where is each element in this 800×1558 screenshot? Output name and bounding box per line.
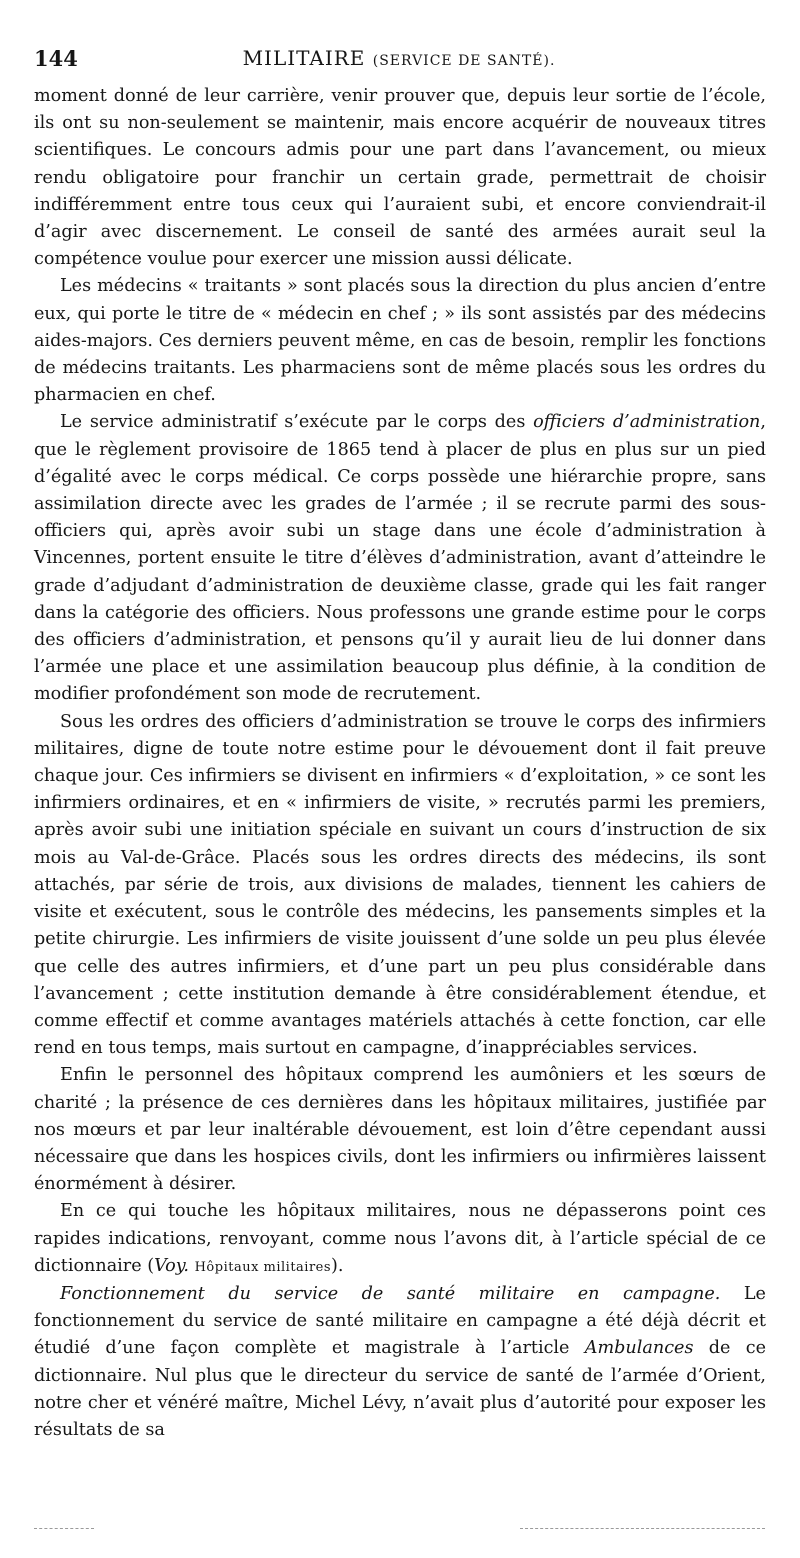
page-body (34, 83, 766, 1444)
footer-mark-left (34, 1528, 94, 1529)
paragraph-7-text-b: de ce dictionnaire. Nul plus que le directeur du service de santé de l’armée d’Orient, notre cher et vénéré maître, Michel Lévy, n’avait plus d’autorité pour exposer les résultats de sa (34, 1338, 766, 1440)
page-header (34, 46, 764, 76)
page-number: 144 (34, 46, 78, 71)
paragraph-6-text-a: En ce qui touche les hôpitaux militaires, nous ne dépasserons point ces rapides indications, renvoyant, comme nous l’avons dit, à l’article spécial de ce dictionnaire ( (34, 1201, 766, 1276)
paragraph-6 (34, 1198, 766, 1281)
paragraph-1: moment donné de leur carrière, venir prouver que, depuis leur sortie de l’école, ils ont su non-seulement se maintenir, mais encore acquérir de nouveaux titres scientifiques. Le concours admis pour une part dans l’avancement, ou mieux rendu obligatoire pour franchir un certain grade, permettrait de choisir indifféremment entre tous ceux qui l’auraient subi, et encore conviendrait-il d’agir avec discernement. Le conseil de santé des armées aurait seul la compétence voulue pour exercer une mission aussi délicate. (34, 86, 766, 270)
article-reference: Ambulances (584, 1338, 694, 1359)
running-title: MILITAIRE (242, 46, 366, 70)
paragraph-2: Les médecins « traitants » sont placés sous la direction du plus ancien d’entre eux, qui porte le titre de « médecin en chef ; » ils sont assistés par des médecins aides-majors. Ces derniers peuvent même, en cas de besoin, remplir les fonctions de médecins traitants. Les pharmaciens sont de même placés sous les ordres du pharmacien en chef. (34, 276, 766, 406)
paragraph-3-text-a: Le service administratif s’exécute par le corps des (60, 412, 534, 433)
section-heading: Fonctionnement du service de santé militaire en campagne. (60, 1283, 721, 1304)
paragraph-6-text-b: ). (331, 1255, 344, 1276)
running-subtitle: (SERVICE DE SANTÉ). (372, 53, 556, 69)
paragraph-7-text-a: Le fonctionnement du service de santé militaire en campagne a été déjà décrit et étudié d’une façon complète et magistrale à l’article (34, 1283, 766, 1359)
paragraph-3-emphasis: officiers d’administration (533, 412, 761, 433)
running-head (34, 46, 764, 70)
paragraph-5: Enfin le personnel des hôpitaux comprend les aumôniers et les sœurs de charité ; la présence de ces dernières dans les hôpitaux militaires, justifiée par nos mœurs et par leur inaltérable dévouement, est loin d’être cependant aussi nécessaire que dans les hospices civils, dont les infirmiers ou infirmières laissent énormément à désirer. (34, 1065, 766, 1195)
paragraph-3 (34, 409, 766, 708)
cross-reference: Hôpitaux militaires (194, 1259, 332, 1275)
footer-mark-right (520, 1528, 765, 1529)
paragraph-7 (34, 1281, 766, 1444)
paragraph-6-voy: Voy. (154, 1255, 189, 1276)
paragraph-3-text-b: , que le règlement provisoire de 1865 tend à placer de plus en plus sur un pied d’égalité avec le corps médical. Ce corps possède une hiérarchie propre, sans assimilation directe avec les grades de l’armée ; il se recrute parmi des sous-officiers qui, après avoir subi un stage dans une école d’administration à Vincennes, portent ensuite le titre d’élèves d’administration, avant d’atteindre le grade d’adjudant d’administration de deuxième classe, grade qui les fait ranger dans la catégorie des officiers. Nous professons une grande estime pour le corps des officiers d’administration, et pensons qu’il y aurait lieu de lui donner dans l’armée une place et une assimilation beaucoup plus définie, à la condition de modifier profondément son mode de recrutement. (34, 412, 766, 705)
paragraph-4: Sous les ordres des officiers d’administration se trouve le corps des infirmiers militaires, digne de toute notre estime pour le dévouement dont il fait preuve chaque jour. Ces infirmiers se divisent en infirmiers « d’exploitation, » ce sont les infirmiers ordinaires, et en « infirmiers de visite, » recrutés parmi les premiers, après avoir subi une initiation spéciale en suivant un cours d’instruction de six mois au Val-de-Grâce. Placés sous les ordres directs des médecins, ils sont attachés, par série de trois, aux divisions de malades, tiennent les cahiers de visite et exécutent, sous le contrôle des médecins, les pansements simples et la petite chirurgie. Les infirmiers de visite jouissent d’une solde un peu plus élevée que celle des autres infirmiers, et d’une part un peu plus considérable dans l’avancement ; cette institution demande à être considérablement étendue, et comme effectif et comme avantages matériels attachés à cette fonction, car elle rend en tous temps, mais surtout en campagne, d’inappréciables services. (34, 711, 766, 1059)
